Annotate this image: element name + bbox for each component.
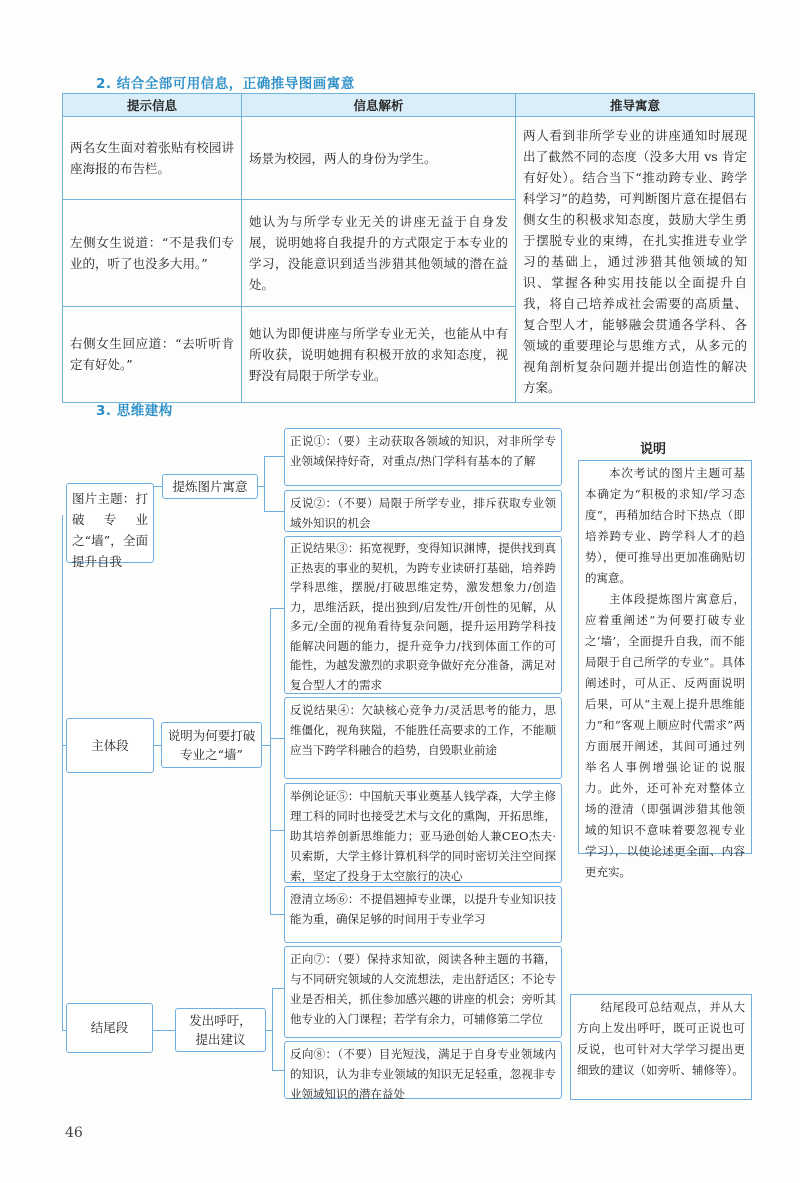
connector-line — [264, 456, 265, 511]
connector-line — [153, 1030, 175, 1031]
connector-line — [264, 511, 284, 512]
connector-line — [270, 738, 284, 739]
negative-statement-box: 反说②：（不要）局限于所学专业，排斥获取专业领域外知识的机会 — [284, 490, 562, 532]
section-3-title: 3. 思维建构 — [96, 403, 173, 419]
table-row — [63, 117, 755, 200]
analysis-cell: 场景为校园，两人的身份为学生。 — [242, 117, 516, 200]
positive-statement-box: 正说①：（要）主动获取各领域的知识，对非所学专业领域保持好奇，对重点/热门学科有基本的了解 — [284, 428, 562, 486]
hint-cell: 左侧女生说道：“不是我们专业的，听了也没多大用。” — [63, 200, 242, 307]
connector-line — [270, 608, 284, 609]
header-analysis: 信息解析 — [242, 94, 516, 117]
hint-cell: 右侧女生回应道：“去听听肯定有好处。” — [63, 306, 242, 402]
positive-result-box: 正说结果③：拓宽视野，变得知识渊博，提供找到真正热衷的事业的契机，为跨专业读研打基础，培养跨学科思维，摆脱/打破思维定势，激发想象力/创造力，思维活跃，提出独到/启发性/开创性的见解，从多元/全面的视角看待复杂问题，提升运用跨学科技能解决问题的能力，提升竞争力/找到体面工作的可能性，为越发激烈的求职竞争做好充分准备，满足对复合型人才的需求 — [284, 536, 562, 694]
notes-title: 说明 — [640, 442, 667, 457]
connector-line — [154, 486, 162, 487]
notes-box — [578, 460, 752, 879]
topic-box: 图片主题：打破专业之“墙”，全面提升自我 — [66, 483, 154, 563]
connector-line — [272, 988, 284, 989]
connector-line — [270, 608, 271, 915]
appeal-box: 发出呼吁，提出建议 — [175, 1008, 266, 1052]
suggest-positive-box: 正向⑦：（要）保持求知欲，阅读各种主题的书籍，与不同研究领域的人交流想法，走出舒适区；不论专业是否相关，抓住参加感兴趣的讲座的机会；旁听其他专业的入门课程；若学有余力，可辅修第二学位 — [284, 946, 562, 1038]
table-header-row — [63, 94, 755, 117]
page-number: 46 — [65, 1125, 83, 1141]
refine-meaning-box: 提炼图片寓意 — [162, 474, 258, 499]
connector-line — [264, 456, 284, 457]
hint-cell: 两名女生面对着张贴有校园讲座海报的布告栏。 — [63, 117, 242, 200]
section-2-title: 2. 结合全部可用信息，正确推导图画寓意 — [96, 76, 355, 92]
analysis-cell: 她认为与所学专业无关的讲座无益于自身发展，说明她将自我提升的方式限定于本专业的学习，没能意识到适当涉猎其他领域的潜在益处。 — [242, 200, 516, 307]
connector-line — [262, 745, 271, 746]
ending-notes-box — [570, 994, 752, 1100]
connector-line — [154, 745, 161, 746]
body-paragraph-box: 主体段 — [66, 718, 154, 773]
header-meaning: 推导寓意 — [516, 94, 755, 117]
example-argument-box: 举例论证⑤：中国航天事业奠基人钱学森，大学主修理工科的同时也接受艺术与文化的熏陶，开拓思维，助其培养创新思维能力；亚马逊创始人兼CEO杰夫·贝索斯，大学主修计算机科学的同时密切关注空间探索，坚定了投身于太空旅行的决心 — [284, 783, 562, 883]
connector-line — [62, 515, 63, 1030]
connector-line — [266, 1030, 273, 1031]
header-hint: 提示信息 — [63, 94, 242, 117]
meaning-cell: 两人看到非所学专业的讲座通知时展现出了截然不同的态度（没多大用 vs 肯定有好处）。结合当下“推动跨专业、跨学科学习”的趋势，可判断图片意在提倡右侧女生的积极求知态度，鼓励大学生勇于摆脱专业的束缚，在扎实推进专业学习的基础上，通过涉猎其他领域的知识、掌握各种实用技能以全面提升自我，将自己培养成社会需要的高质量、复合型人才，能够融会贯通各学科、各领域的重要理论与思维方式，从多元的视角剖析复杂问题并提出创造性的解决方案。 — [516, 117, 755, 403]
ending-notes-text: 结尾段可总结观点，并从大方向上发出呼吁，既可正说也可反说，也可针对大学学习提出更细致的建议（如旁听、辅修等）。 — [577, 1000, 745, 1077]
clarify-position-box: 澄清立场⑥：不提倡翘掉专业课，以提升专业知识技能为重，确保足够的时间用于专业学习 — [284, 886, 562, 943]
connector-line — [258, 486, 265, 487]
connector-line — [270, 914, 284, 915]
negative-result-box: 反说结果④：欠缺核心竞争力/灵活思考的能力，思维僵化，视角狭隘，不能胜任高要求的工作，不能顺应当下跨学科融合的趋势，自毁职业前途 — [284, 697, 562, 779]
notes-paragraph: 主体段提炼图片寓意后，应着重阐述“为何要打破专业之‘墙’，全面提升自我，而不能局限于自己所学的专业”。具体阐述时，可从正、反两面说明后果，可从“主观上提升思维能力”和“客观上顺应时代需求”两方面展开阐述，其间可通过列举名人事例增强论证的说服力。此外，还可补充对整体立场的澄清（即强调涉猎其他领域的知识不意味着要忽视专业学习），以使论述更全面、内容更充实。 — [585, 592, 745, 879]
connector-line — [270, 830, 284, 831]
connector-line — [272, 1070, 284, 1071]
explain-why-box: 说明为何要打破专业之“墙” — [161, 722, 262, 768]
ending-paragraph-box: 结尾段 — [66, 1003, 153, 1053]
info-table — [62, 93, 755, 403]
analysis-cell: 她认为即便讲座与所学专业无关，也能从中有所收获，说明她拥有积极开放的求知态度，视野没有局限于所学专业。 — [242, 306, 516, 402]
suggest-negative-box: 反向⑧：（不要）目光短浅，满足于自身专业领域内的知识，认为非专业领域的知识无足轻重，忽视非专业领域知识的潜在益处 — [284, 1041, 562, 1099]
notes-paragraph: 本次考试的图片主题可基本确定为“积极的求知/学习态度”，再稍加结合时下热点（即培养跨专业、跨学科人才的趋势），便可推导出更加准确贴切的寓意。 — [585, 466, 745, 585]
